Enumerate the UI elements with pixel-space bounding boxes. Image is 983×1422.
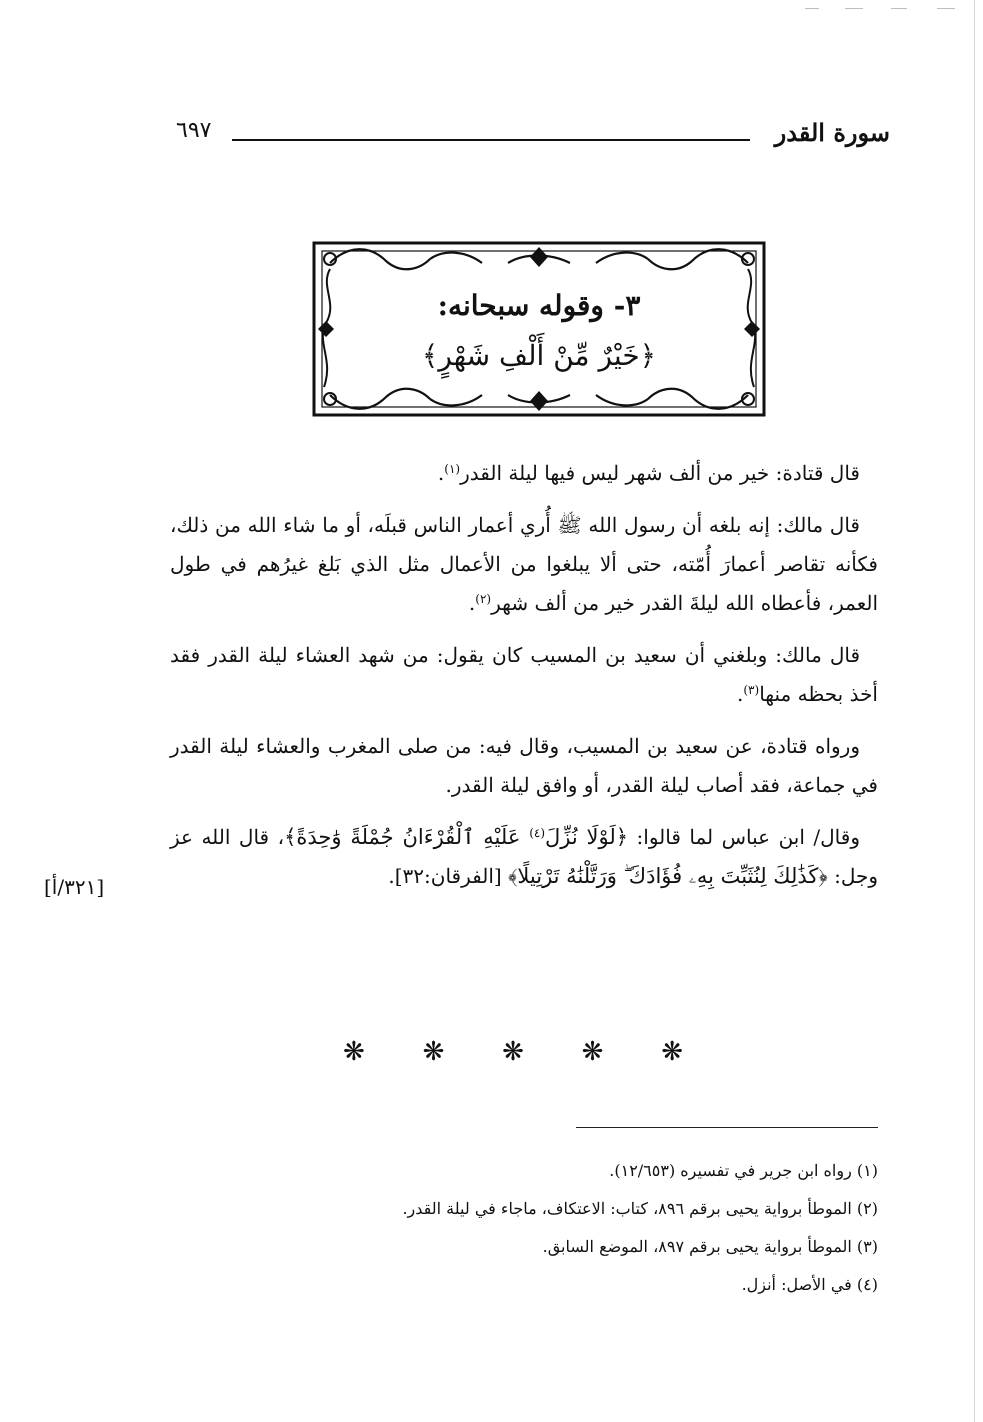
main-text <box>170 454 878 909</box>
paragraph-text: قال مالك: وبلغني أن سعيد بن المسيب كان يقول: من شهد العشاء ليلة القدر فقد أخذ بحظه منها <box>170 643 878 706</box>
quote-middle: ، قال الله عز وجل: <box>170 825 878 888</box>
quran-verse-1b: عَلَيْهِ ٱلْقُرْءَانُ جُمْلَةً وَٰحِدَةً﴾ <box>284 825 530 849</box>
asterisk-ornament: ❋ <box>661 1037 683 1067</box>
section-heading: ٣- وقوله سبحانه: <box>437 289 641 322</box>
footnote-ref: (٢) <box>475 591 492 606</box>
footnote-rule <box>576 1127 878 1128</box>
footnote-2: (٢) الموطأ برواية يحيى برقم ٨٩٦، كتاب: الاعتكاف، ماجاء في ليلة القدر. <box>402 1199 878 1218</box>
scan-edge-line <box>974 0 975 1422</box>
surah-title: سورة القدر <box>774 118 890 147</box>
verse-citation: [الفرقان:٣٢]. <box>388 864 509 888</box>
ornamental-heading-frame <box>312 241 766 417</box>
asterisk-ornament: ❋ <box>343 1037 365 1067</box>
manuscript-folio-reference: [٣٢١/أ] <box>44 875 105 899</box>
paragraph-text: ورواه قتادة، عن سعيد بن المسيب، وقال فيه: من صلى المغرب والعشاء ليلة القدر في جماعة، فقد أصاب ليلة القدر، أو وافق ليلة القدر. <box>170 734 878 797</box>
page-number: ٦٩٧ <box>176 118 212 143</box>
paragraph-malik-2: قال مالك: وبلغني أن سعيد بن المسيب كان يقول: من شهد العشاء ليلة القدر فقد أخذ بحظه منها$^{(٣)}$. <box>170 643 878 706</box>
asterisk-ornament: ❋ <box>422 1037 445 1067</box>
ornamental-border <box>312 241 766 417</box>
running-header <box>176 118 890 158</box>
asterisk-ornament: ❋ <box>581 1037 604 1067</box>
paragraph-text: قال مالك: إنه بلغه أن رسول الله ﷺ أُري أعمار الناس قبلَه، أو ما شاء الله من ذلك، فكأنه تقاصر أعمارَ أُمّته، حتى ألا يبلغوا من الأعمال مثل الذي بَلغ غيرُهم في طول العمر، فأعطاه الله ليلةَ القدر خير من ألف شهر <box>170 513 878 615</box>
quran-verse-1a: ﴿لَوْلَا نُزِّلَ <box>545 825 629 849</box>
footnote-ref: (٤) <box>529 825 546 840</box>
heading-verse: ﴿خَيْرٌ مِّنْ أَلْفِ شَهْرٍ﴾ <box>421 339 657 372</box>
footnote-3: (٣) الموطأ برواية يحيى برقم ٨٩٧، الموضع السابق. <box>542 1237 878 1256</box>
paragraph-malik-1: قال مالك: إنه بلغه أن رسول الله ﷺ أُري أعمار الناس قبلَه، أو ما شاء الله من ذلك، فكأنه تقاصر أعمارَ أُمّته، حتى ألا يبلغوا من الأعمال مثل الذي بَلغ غيرُهم في طول العمر، فأعطاه الله ليلةَ القدر خير من ألف شهر$^{(٢)}$. <box>170 513 878 615</box>
footnotes <box>170 1152 878 1304</box>
quote-prefix: وقال/ ابن عباس لما قالوا: <box>628 825 860 849</box>
header-rule <box>232 139 750 141</box>
footnote-ref: (١) <box>444 461 461 476</box>
footnote-ref: (٣) <box>743 682 760 697</box>
footnote-1: (١) رواه ابن جرير في تفسيره (١٢/٦٥٣). <box>609 1161 878 1180</box>
quran-verse-2: ﴿كَذَٰلِكَ لِنُثَبِّتَ بِهِۦ فُؤَادَكَ ۖ وَرَتَّلْنَٰهُ تَرْتِيلًا﴾ <box>508 864 828 888</box>
paragraph-ibn-abbas <box>170 818 878 896</box>
section-separator <box>343 1032 683 1072</box>
paragraph-text: قال قتادة: خير من ألف شهر ليس فيها ليلة القدر <box>460 461 860 485</box>
paragraph-qatada-ibn-musayyib <box>170 727 878 805</box>
paragraph-qatada: قال قتادة: خير من ألف شهر ليس فيها ليلة القدر$^{(١)}$. <box>437 461 860 485</box>
footnote-4: (٤) في الأصل: أنزل. <box>741 1275 878 1294</box>
scan-marks <box>795 8 955 12</box>
asterisk-ornament: ❋ <box>502 1037 524 1067</box>
